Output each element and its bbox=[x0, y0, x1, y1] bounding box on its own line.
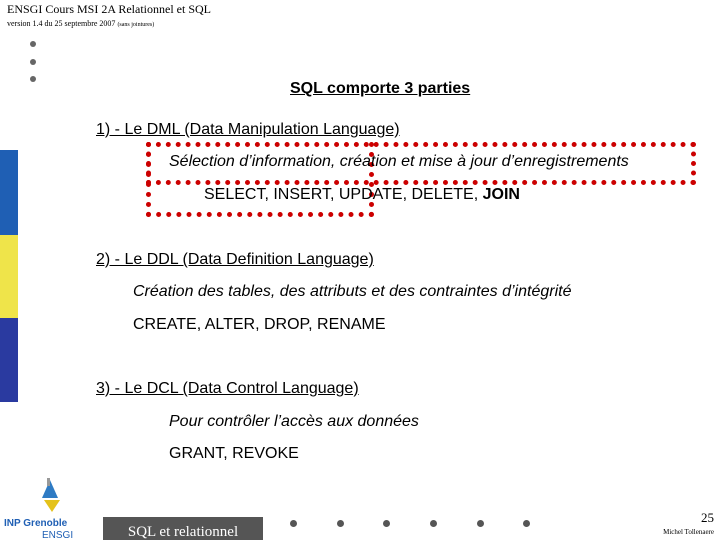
dcl-commands: GRANT, REVOKE bbox=[169, 445, 299, 462]
bullet-dot bbox=[30, 59, 36, 65]
dml-heading: 1) - Le DML (Data Manipulation Language) bbox=[96, 121, 400, 138]
author-name: Michel Tollenaere bbox=[663, 528, 714, 536]
inp-grenoble-logo bbox=[0, 476, 100, 540]
footer-label: SQL et relationnel bbox=[103, 517, 263, 540]
footer-dot bbox=[523, 520, 530, 527]
dml-commands-list: SELECT, INSERT, UPDATE, DELETE, bbox=[204, 186, 483, 203]
ddl-commands: CREATE, ALTER, DROP, RENAME bbox=[133, 316, 386, 333]
course-header: ENSGI Cours MSI 2A Relationnel et SQL bbox=[7, 2, 211, 16]
version-line bbox=[7, 19, 154, 28]
dml-commands bbox=[204, 186, 520, 204]
footer-dot bbox=[337, 520, 344, 527]
version-note: (sans jointures) bbox=[117, 22, 155, 28]
page-number: 25 bbox=[701, 510, 714, 525]
side-bar-yellow bbox=[0, 235, 18, 318]
version-main: version 1.4 du 25 septembre 2007 bbox=[7, 19, 116, 28]
bullet-dot bbox=[30, 76, 36, 82]
slide-title: SQL comporte 3 parties bbox=[290, 80, 471, 97]
bullet-dot bbox=[30, 41, 36, 47]
side-bar-navy bbox=[0, 318, 18, 402]
dml-description: Sélection d’information, création et mise à jour d’enregistrements bbox=[169, 153, 629, 170]
dcl-description: Pour contrôler l’accès aux données bbox=[169, 413, 419, 430]
dml-join: JOIN bbox=[482, 186, 520, 203]
logo-inp-text: INP Grenoble bbox=[4, 518, 68, 529]
side-bar-blue bbox=[0, 150, 18, 235]
footer-dot bbox=[477, 520, 484, 527]
ddl-heading: 2) - Le DDL (Data Definition Language) bbox=[96, 251, 374, 268]
ddl-description: Création des tables, des attributs et des contraintes d’intégrité bbox=[133, 283, 572, 300]
footer-dot bbox=[290, 520, 297, 527]
footer-dot bbox=[430, 520, 437, 527]
logo-ensgi-text: ENSGI bbox=[42, 530, 74, 540]
footer-dot bbox=[383, 520, 390, 527]
dcl-heading: 3) - Le DCL (Data Control Language) bbox=[96, 380, 359, 397]
